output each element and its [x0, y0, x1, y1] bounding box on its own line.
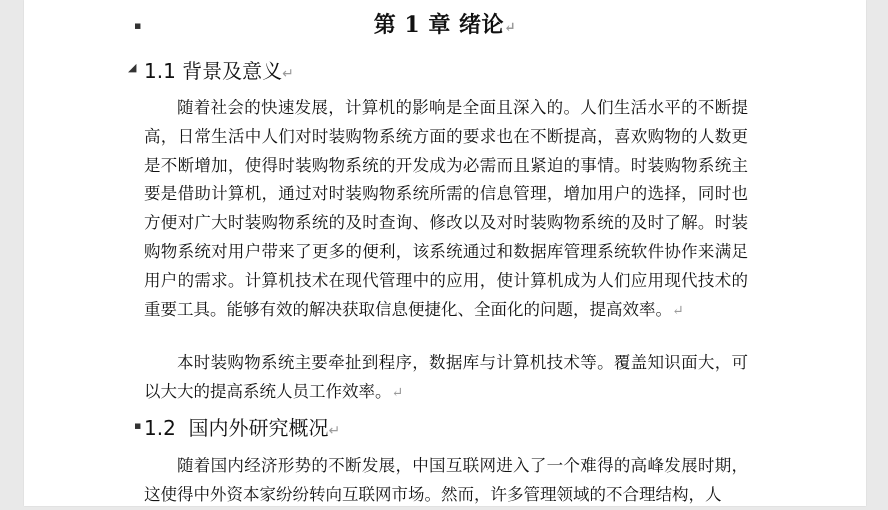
body-paragraph: [144, 94, 748, 325]
paragraph-mark-icon: ↵: [328, 423, 341, 439]
chapter-title: [24, 8, 866, 39]
paragraph-text: 随着社会的快速发展，计算机的影响是全面且深入的。人们生活水平的不断提高，日常生活中人们对时装购物系统方面的要求也在不断提高，喜欢购物的人数更是不断增加，使得时装购物系统的开发成为必需而且紧迫的事情。时装购物系统主要是借助计算机，通过对时装购物系统所需的信息管理，增加用户的选择，同时也方便对广大时装购物系统的及时查询、修改以及对时装购物系统的及时了解。时装购物系统对用户带来了更多的便利，该系统通过和数据库管理系统软件协作来满足用户的需求。计算机技术在现代管理中的应用，使计算机成为人们应用现代技术的重要工具。能够有效的解决获取信息便捷化、全面化的问题，提高效率。: [144, 98, 748, 319]
paragraph-mark-icon: ↵: [282, 66, 294, 82]
section-heading-1-2: [144, 412, 340, 441]
paragraph-mark-icon: ↵: [672, 302, 684, 319]
outline-bullet-mark: ▪: [134, 419, 142, 432]
document-page[interactable]: [24, 0, 866, 506]
body-paragraph: [144, 349, 748, 408]
paragraph-text: 本时装购物系统主要牵扯到程序，数据库与计算机技术等。覆盖知识面大，可以大大的提高系统人员工作效率。: [144, 353, 748, 401]
section-heading-text: 1.2 国内外研究概况: [144, 416, 329, 440]
paragraph-mark-icon: ↵: [391, 384, 404, 401]
outline-bullet-mark: ▪: [134, 19, 142, 32]
paragraph-text: 随着国内经济形势的不断发展，中国互联网进入了一个难得的高峰发展时期，这使得中外资本家纷纷转向互联网市场。然而，许多管理领域的不合理结构，人: [144, 456, 748, 504]
chapter-title-text: 第 1 章 绪论: [373, 12, 505, 38]
paragraph-mark-icon: ↵: [504, 20, 517, 36]
section-heading-text: 1.1 背景及意义: [144, 59, 283, 83]
body-paragraph: [144, 452, 748, 510]
section-heading-1-1: [144, 55, 294, 84]
collapse-triangle-icon[interactable]: ◢: [128, 61, 137, 74]
